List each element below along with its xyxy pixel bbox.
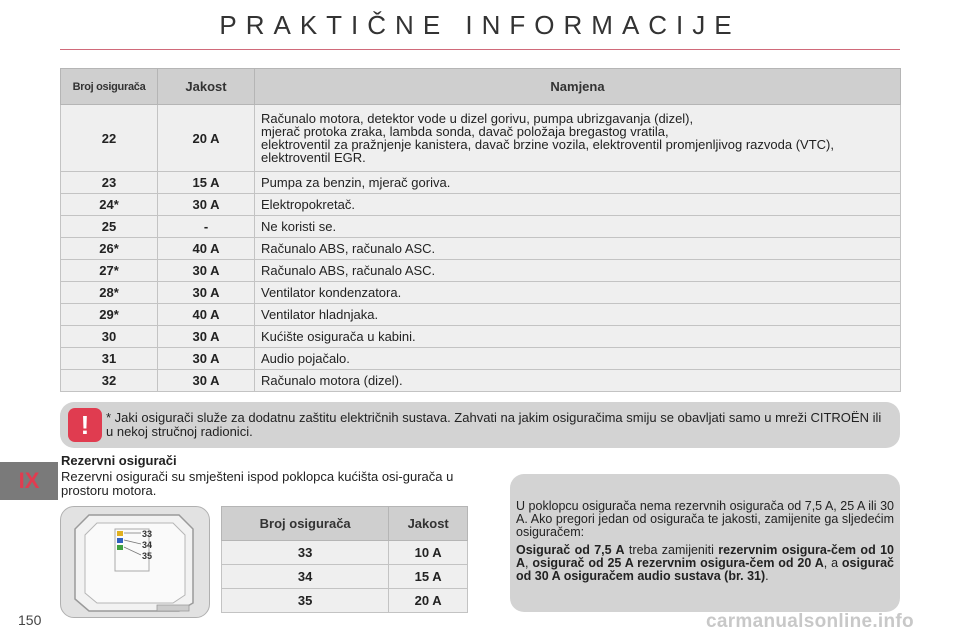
fuse-purpose: Računalo motora (dizel).	[255, 370, 901, 392]
fuse-33-marker	[117, 531, 123, 536]
fuse-amperage: 20 A	[389, 589, 468, 613]
fuse-34-marker	[117, 538, 123, 543]
fuse-number: 27*	[61, 260, 158, 282]
fuse-box-diagram	[60, 506, 210, 618]
fuse-number: 26*	[61, 238, 158, 260]
fuse-amperage: 15 A	[389, 565, 468, 589]
fuse-amperage: 15 A	[158, 172, 255, 194]
fuse-number: 24*	[61, 194, 158, 216]
fuse-number: 22	[61, 105, 158, 172]
info-content	[516, 500, 894, 588]
table-row	[61, 348, 901, 370]
fuse-purpose: Računalo ABS, računalo ASC.	[255, 260, 901, 282]
fuse-amperage: 30 A	[158, 260, 255, 282]
chapter-tab: IX	[0, 462, 58, 500]
fuse-amperage: 10 A	[389, 541, 468, 565]
spare-fuses-text: Rezervni osigurači su smješteni ispod poklopca kućišta osi-gurača u prostoru motora.	[61, 469, 454, 498]
table-row	[222, 565, 468, 589]
info-paragraph: U poklopcu osigurača nema rezervnih osigurača od 7,5 A, 25 A ili 30 A. Ako pregori jedan od osigurača te jakosti, zamijenite ga sljedećim osiguračem:	[516, 499, 894, 539]
fuse-number: 35	[222, 589, 389, 613]
spare-table-header	[222, 507, 468, 541]
diagram-label-33: 33	[142, 529, 153, 539]
fuse-table-header	[61, 69, 901, 105]
diagram-label-34: 34	[142, 540, 153, 550]
header-fuse-number: Broj osigurača	[222, 507, 389, 541]
fuse-purpose: Ventilator kondenzatora.	[255, 282, 901, 304]
diagram-label-35: 35	[142, 551, 153, 561]
header-purpose: Namjena	[255, 69, 901, 105]
fuse-number: 25	[61, 216, 158, 238]
fuse-amperage: 30 A	[158, 326, 255, 348]
header-fuse-number: Broj osigurača	[61, 69, 158, 105]
fuse-purpose: Ne koristi se.	[255, 216, 901, 238]
fuse-number: 23	[61, 172, 158, 194]
warning-text: * Jaki osigurači služe za dodatnu zaštitu električnih sustava. Zahvati na jakim osiguračima smiju se obavljati samo u mreži CITROËN ili u nekoj stručnoj radionici.	[106, 410, 882, 439]
table-row	[61, 216, 901, 238]
table-row	[61, 105, 901, 172]
table-row	[61, 370, 901, 392]
table-row	[61, 260, 901, 282]
fuse-table	[60, 68, 901, 392]
fuse-number: 33	[222, 541, 389, 565]
watermark: carmanualsonline.info	[706, 611, 914, 632]
fuse-box-illustration	[61, 507, 209, 617]
table-row	[61, 238, 901, 260]
spare-fuse-table	[221, 506, 468, 613]
fuse-number: 30	[61, 326, 158, 348]
title-divider	[60, 49, 900, 50]
fuse-number: 29*	[61, 304, 158, 326]
fuse-number: 32	[61, 370, 158, 392]
fuse-purpose: Elektropokretač.	[255, 194, 901, 216]
fuse-purpose: Audio pojačalo.	[255, 348, 901, 370]
info-replacement-paragraph: Osigurač od 7,5 A treba zamijeniti rezervnim osigura-čem od 10 A, osigurač od 25 A rezervnim osigura-čem od 20 A, a osigurač od 30 A osiguračem audio sustava (br. 31).	[516, 543, 895, 583]
header-amperage: Jakost	[158, 69, 255, 105]
fuse-number: 28*	[61, 282, 158, 304]
header-amperage: Jakost	[389, 507, 468, 541]
fuse-purpose: Pumpa za benzin, mjerač goriva.	[255, 172, 901, 194]
fuse-purpose: Kućište osigurača u kabini.	[255, 326, 901, 348]
fuse-purpose: Računalo ABS, računalo ASC.	[255, 238, 901, 260]
fuse-amperage: -	[158, 216, 255, 238]
page-number: 150	[18, 612, 42, 628]
fuse-35-marker	[117, 545, 123, 550]
fuse-number: 34	[222, 565, 389, 589]
fuse-purpose: Računalo motora, detektor vode u dizel gorivu, pumpa ubrizgavanja (dizel), mjerač protoka zraka, lambda sonda, davač položaja bregastog vratila, elektroventil za pražnjenje kanistera, davač brzine vozila, elektroventil promjenljivog razvoda (VTC), elektroventil EGR.	[255, 105, 901, 172]
fuse-amperage: 40 A	[158, 238, 255, 260]
table-row	[61, 282, 901, 304]
table-row	[61, 326, 901, 348]
fuse-amperage: 20 A	[158, 105, 255, 172]
warning-box	[60, 402, 900, 448]
fuse-number: 31	[61, 348, 158, 370]
table-row	[61, 304, 901, 326]
table-row	[222, 589, 468, 613]
fuse-amperage: 30 A	[158, 282, 255, 304]
fuse-purpose: Ventilator hladnjaka.	[255, 304, 901, 326]
info-box	[510, 474, 900, 612]
fuse-amperage: 30 A	[158, 194, 255, 216]
fuse-amperage: 30 A	[158, 348, 255, 370]
spare-fuses-title: Rezervni osigurači	[61, 453, 177, 468]
exclamation-icon: !	[68, 408, 102, 442]
fuse-amperage: 40 A	[158, 304, 255, 326]
table-row	[61, 194, 901, 216]
fuse-amperage: 30 A	[158, 370, 255, 392]
page-title: PRAKTIČNE INFORMACIJE	[219, 10, 741, 40]
table-row	[61, 172, 901, 194]
table-row	[222, 541, 468, 565]
